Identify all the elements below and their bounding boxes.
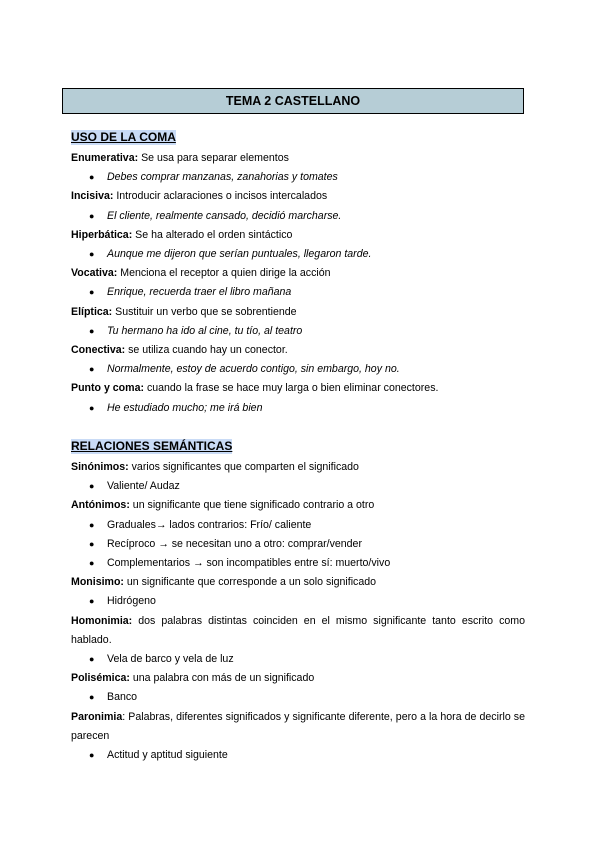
term: Monisimo: — [71, 576, 124, 589]
term: Incisiva: — [71, 190, 114, 203]
definition-line — [71, 149, 525, 168]
bullet-icon: ● — [89, 692, 95, 703]
list-item — [71, 592, 525, 611]
definition-line — [71, 612, 525, 650]
list-item — [71, 746, 525, 765]
list-item — [71, 516, 525, 535]
definition: Se usa para separar elementos — [138, 152, 289, 164]
term: Vocativa: — [71, 267, 118, 280]
bullet-icon: ● — [89, 596, 95, 607]
bullet-icon: ● — [89, 538, 95, 549]
bullet-icon: ● — [89, 519, 95, 530]
example-bullet — [71, 399, 525, 418]
definition: dos palabras distintas coinciden en el mismo significante tanto escrito como hablado. — [71, 614, 525, 646]
definition: Introducir aclaraciones o incisos intercalados — [113, 190, 328, 203]
section-relaciones-semanticas — [71, 437, 525, 765]
bullet-icon: ● — [89, 210, 95, 221]
list-item-text: Complementarios → son incompatibles entre sí: muerto/vivo — [107, 557, 391, 570]
list-item-text: Banco — [107, 691, 138, 704]
bullet-icon: ● — [89, 558, 95, 569]
list-item-text: Actitud y aptitud siguiente — [107, 749, 228, 762]
list-item-text: Valiente/ Audaz — [107, 480, 180, 493]
definition-line — [71, 187, 525, 206]
example-bullet — [71, 322, 525, 341]
term: Hiperbática: — [71, 228, 133, 241]
section-uso-de-la-coma — [71, 128, 525, 418]
example-text: El cliente, realmente cansado, decidió marcharse. — [107, 209, 342, 222]
definition-line — [71, 496, 525, 515]
example-bullet — [71, 168, 525, 187]
term: Polisémica: — [71, 672, 130, 685]
list-item — [71, 535, 525, 554]
term: Enumerativa: — [71, 152, 139, 164]
bullet-icon: ● — [89, 287, 95, 298]
list-item-text: Graduales→ lados contrarios: Frío/ caliente — [107, 518, 312, 531]
definition-line — [71, 379, 525, 398]
definition: Se ha alterado el orden sintáctico — [132, 228, 293, 241]
list-item-text: Hidrógeno — [107, 595, 156, 608]
example-text: Debes comprar manzanas, zanahorias y tomates — [107, 171, 338, 184]
term: Paronimia — [71, 710, 123, 723]
example-bullet — [71, 207, 525, 226]
example-text: He estudiado mucho; me irá bien — [107, 401, 263, 414]
definition-line — [71, 341, 525, 360]
example-text: Aunque me dijeron que serían puntuales, llegaron tarde. — [107, 248, 372, 261]
definition-line — [71, 573, 525, 592]
definition: varios significantes que comparten el significado — [128, 461, 359, 473]
bullet-icon: ● — [89, 750, 95, 761]
definition: Menciona el receptor a quien dirige la acción — [117, 267, 331, 280]
definition: un significante que corresponde a un solo significado — [123, 576, 377, 589]
list-item — [71, 477, 525, 496]
example-text: Normalmente, estoy de acuerdo contigo, sin embargo, hoy no. — [107, 363, 400, 376]
title-banner — [62, 88, 524, 114]
bullet-icon: ● — [89, 654, 95, 665]
list-item — [71, 554, 525, 573]
term: Elíptica: — [71, 305, 113, 318]
definition: un significante que tiene significado contrario a otro — [129, 499, 375, 512]
example-bullet — [71, 283, 525, 302]
bullet-icon: ● — [89, 402, 95, 413]
definition-line — [71, 669, 525, 688]
example-text: Tu hermano ha ido al cine, tu tío, al teatro — [107, 324, 303, 337]
definition: se utiliza cuando hay un conector. — [125, 344, 288, 357]
term: Conectiva: — [71, 344, 126, 357]
definition-line — [71, 264, 525, 283]
definition-line — [71, 458, 525, 477]
definition-line — [71, 708, 525, 746]
document-title: TEMA 2 CASTELLANO — [225, 94, 361, 108]
bullet-icon: ● — [89, 364, 95, 375]
definition: una palabra con más de un significado — [129, 672, 315, 685]
definition-line — [71, 226, 525, 245]
example-bullet — [71, 245, 525, 264]
section-heading: RELACIONES SEMÁNTICAS — [71, 439, 233, 453]
list-item-text: Recíproco → se necesitan uno a otro: comprar/vender — [107, 537, 362, 550]
definition-line — [71, 303, 525, 322]
term: Antónimos: — [71, 499, 130, 512]
section-heading: USO DE LA COMA — [71, 130, 176, 144]
definition: : Palabras, diferentes significados y significante diferente, pero a la hora de decirlo se parecen — [71, 710, 525, 742]
list-item-text: Vela de barco y vela de luz — [107, 653, 234, 666]
bullet-icon: ● — [89, 249, 95, 260]
list-item — [71, 650, 525, 669]
definition: Sustituir un verbo que se sobrentiende — [112, 305, 297, 318]
list-item — [71, 688, 525, 707]
term: Punto y coma: — [71, 382, 144, 395]
term: Sinónimos: — [71, 461, 129, 473]
example-text: Enrique, recuerda traer el libro mañana — [107, 286, 292, 299]
bullet-icon: ● — [89, 172, 95, 183]
definition: cuando la frase se hace muy larga o bien eliminar conectores. — [144, 382, 439, 395]
example-bullet — [71, 360, 525, 379]
term: Homonimia: — [71, 614, 133, 627]
bullet-icon: ● — [89, 325, 95, 336]
bullet-icon: ● — [89, 481, 95, 492]
